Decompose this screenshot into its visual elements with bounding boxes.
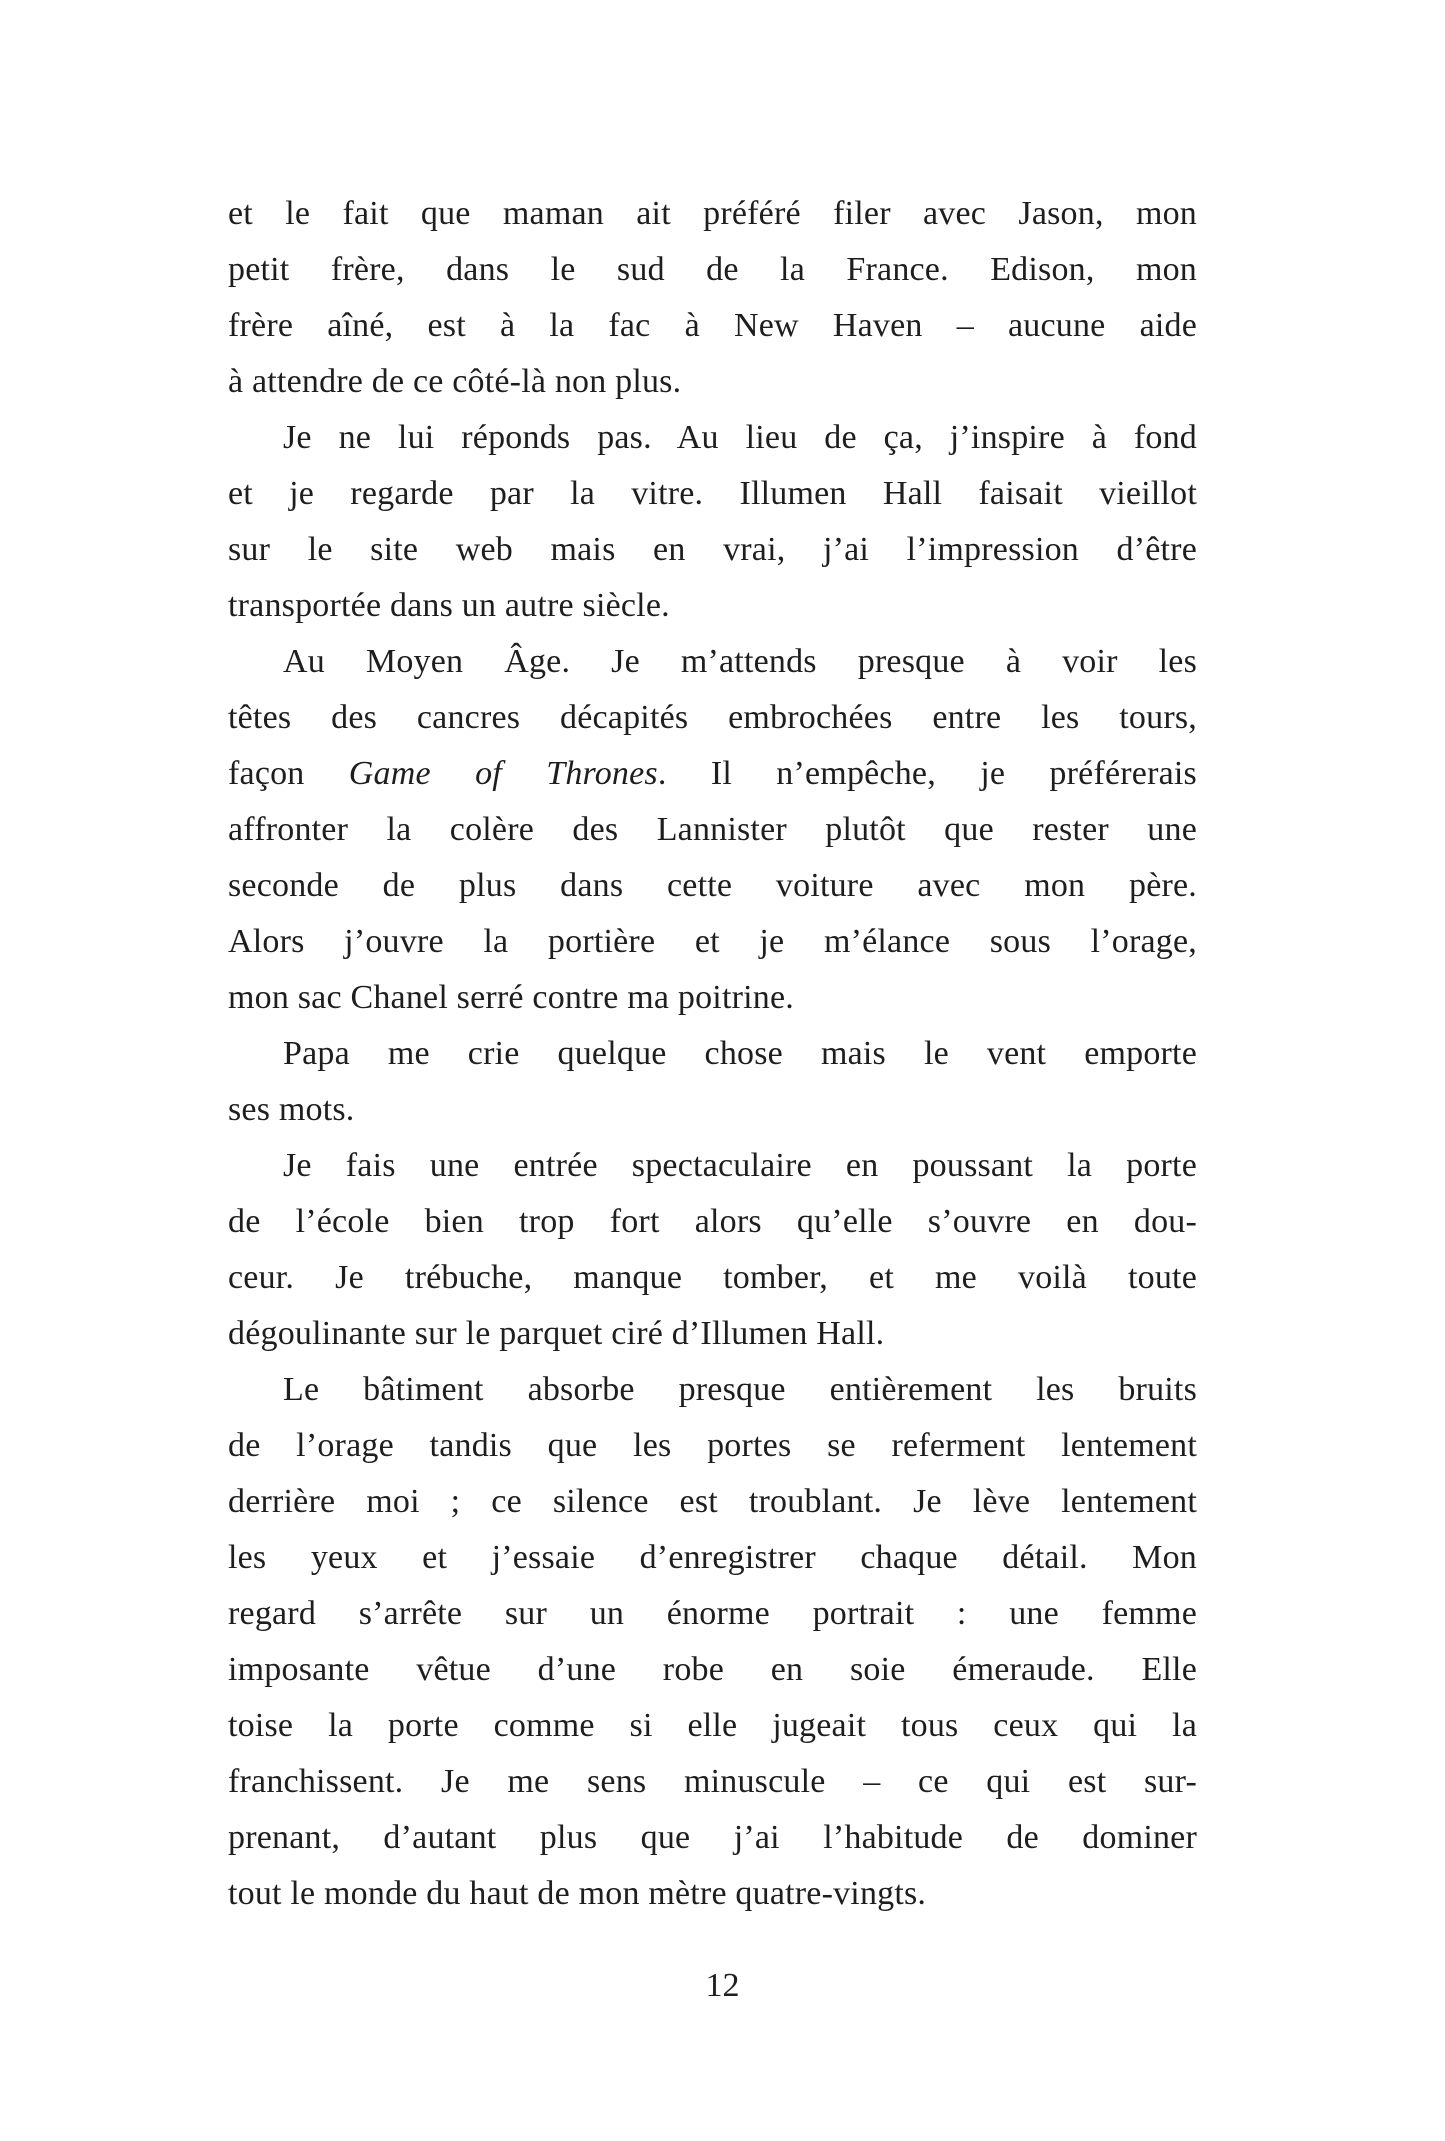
text-segment: à attendre de ce côté-là non plus. <box>228 363 682 400</box>
text-line <box>228 466 1197 522</box>
text-line <box>228 578 1197 634</box>
text-segment: Le bâtiment absorbe presque entièrement les bruits <box>283 1371 1197 1408</box>
text-segment: Je ne lui réponds pas. Au lieu de ça, j’inspire à fond <box>283 419 1197 456</box>
text-line <box>228 1362 1197 1418</box>
text-line <box>228 1250 1197 1306</box>
text-line <box>228 1866 1197 1922</box>
text-segment: ceur. Je trébuche, manque tomber, et me voilà toute <box>228 1259 1197 1296</box>
text-segment: mon sac Chanel serré contre ma poitrine. <box>228 979 794 1016</box>
text-line <box>228 914 1197 970</box>
text-segment: toise la porte comme si elle jugeait tous ceux qui la <box>228 1707 1197 1744</box>
text-line <box>228 1642 1197 1698</box>
text-line <box>228 1026 1197 1082</box>
text-line <box>228 746 1197 802</box>
text-segment: têtes des cancres décapités embrochées entre les tours, <box>228 699 1197 736</box>
text-line <box>228 1138 1197 1194</box>
text-line <box>228 1754 1197 1810</box>
italic-text-segment: Game of Thrones <box>348 755 658 792</box>
text-segment: . Il n’empêche, je préférerais <box>657 755 1197 792</box>
text-line <box>228 1698 1197 1754</box>
text-segment: Papa me crie quelque chose mais le vent emporte <box>283 1035 1197 1072</box>
text-segment: ses mots. <box>228 1091 355 1128</box>
text-segment: tout le monde du haut de mon mètre quatre-vingts. <box>228 1875 927 1912</box>
text-segment: Je fais une entrée spectaculaire en poussant la porte <box>283 1147 1197 1184</box>
text-line <box>228 1306 1197 1362</box>
text-line <box>228 970 1197 1026</box>
text-segment: dégoulinante sur le parquet ciré d’Illumen Hall. <box>228 1315 885 1352</box>
page-number: 12 <box>705 1967 740 2004</box>
text-line <box>228 298 1197 354</box>
text-line <box>228 858 1197 914</box>
text-segment: et le fait que maman ait préféré filer avec Jason, mon <box>228 195 1197 232</box>
text-line <box>228 1586 1197 1642</box>
text-line <box>228 1194 1197 1250</box>
text-segment: les yeux et j’essaie d’enregistrer chaque détail. Mon <box>228 1539 1197 1576</box>
text-segment: de l’école bien trop fort alors qu’elle s’ouvre en dou- <box>228 1203 1197 1240</box>
text-segment: derrière moi ; ce silence est troublant. Je lève lentement <box>228 1483 1197 1520</box>
text-segment: Alors j’ouvre la portière et je m’élance sous l’orage, <box>228 923 1197 960</box>
text-line <box>228 354 1197 410</box>
text-line <box>228 1082 1197 1138</box>
text-segment: transportée dans un autre siècle. <box>228 587 670 624</box>
text-segment: prenant, d’autant plus que j’ai l’habitude de dominer <box>228 1819 1197 1856</box>
text-segment: façon <box>228 755 349 792</box>
text-line <box>228 522 1197 578</box>
text-segment: affronter la colère des Lannister plutôt que rester une <box>228 811 1197 848</box>
text-line <box>228 1810 1197 1866</box>
text-segment: frère aîné, est à la fac à New Haven – aucune aide <box>228 307 1197 344</box>
text-line <box>228 634 1197 690</box>
text-segment: de l’orage tandis que les portes se referment lentement <box>228 1427 1197 1464</box>
text-line <box>228 1474 1197 1530</box>
text-segment: Au Moyen Âge. Je m’attends presque à voir les <box>283 643 1197 680</box>
text-line <box>228 802 1197 858</box>
text-line <box>228 410 1197 466</box>
text-line <box>228 186 1197 242</box>
text-line <box>228 242 1197 298</box>
text-line <box>228 1530 1197 1586</box>
text-segment: franchissent. Je me sens minuscule – ce qui est sur- <box>228 1763 1197 1800</box>
text-segment: sur le site web mais en vrai, j’ai l’impression d’être <box>228 531 1197 568</box>
text-segment: imposante vêtue d’une robe en soie émeraude. Elle <box>228 1651 1197 1688</box>
text-line <box>228 1418 1197 1474</box>
text-line <box>228 690 1197 746</box>
text-segment: regard s’arrête sur un énorme portrait : une femme <box>228 1595 1197 1632</box>
text-block <box>228 186 1197 1922</box>
text-segment: seconde de plus dans cette voiture avec mon père. <box>228 867 1197 904</box>
text-segment: petit frère, dans le sud de la France. Edison, mon <box>228 251 1197 288</box>
text-segment: et je regarde par la vitre. Illumen Hall faisait vieillot <box>228 475 1197 512</box>
